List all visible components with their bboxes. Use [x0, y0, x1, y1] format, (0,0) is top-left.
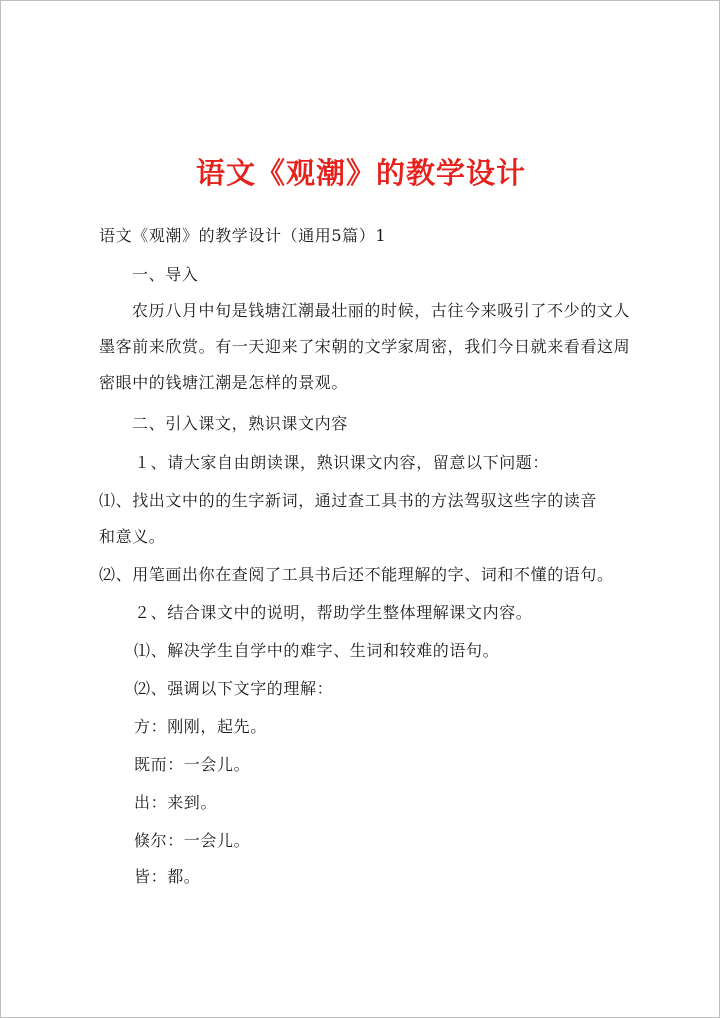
paragraph-line: 密眼中的钱塘江潮是怎样的景观。: [99, 373, 349, 392]
document-subtitle: 语文《观潮》的教学设计（通用5篇）1: [99, 226, 387, 245]
paragraph-line: 农历八月中旬是钱塘江潮最壮丽的时候，古往今来吸引了不少的文人: [132, 301, 631, 320]
definition-item: 既而：一会儿。: [134, 755, 251, 774]
list-item: ⑵、用笔画出你在查阅了工具书后还不能理解的字、词和不懂的语句。: [99, 565, 614, 584]
list-item: １、请大家自由朗读课，熟识课文内容，留意以下问题：: [134, 453, 550, 472]
list-item: ⑴、解决学生自学中的难字、生词和较难的语句。: [134, 641, 500, 660]
paragraph-line: 和意义。: [99, 527, 166, 546]
definition-item: 倏尔：一会儿。: [134, 831, 251, 850]
section-heading: 一、导入: [132, 265, 199, 284]
definition-item: 方：刚刚，起先。: [134, 717, 267, 736]
list-item: ２、结合课文中的说明，帮助学生整体理解课文内容。: [134, 603, 533, 622]
paragraph-line: 墨客前来欣赏。有一天迎来了宋朝的文学家周密，我们今日就来看看这周: [99, 337, 631, 356]
document-title: 语文《观潮》的教学设计: [195, 156, 526, 190]
list-item: ⑴、找出文中的的生字新词，通过查工具书的方法驾驭这些字的读音: [99, 491, 598, 510]
definition-item: 皆：都。: [134, 867, 201, 886]
list-item: ⑵、强调以下文字的理解：: [134, 679, 334, 698]
definition-item: 出：来到。: [134, 793, 218, 812]
section-heading: 二、引入课文，熟识课文内容: [132, 414, 348, 433]
